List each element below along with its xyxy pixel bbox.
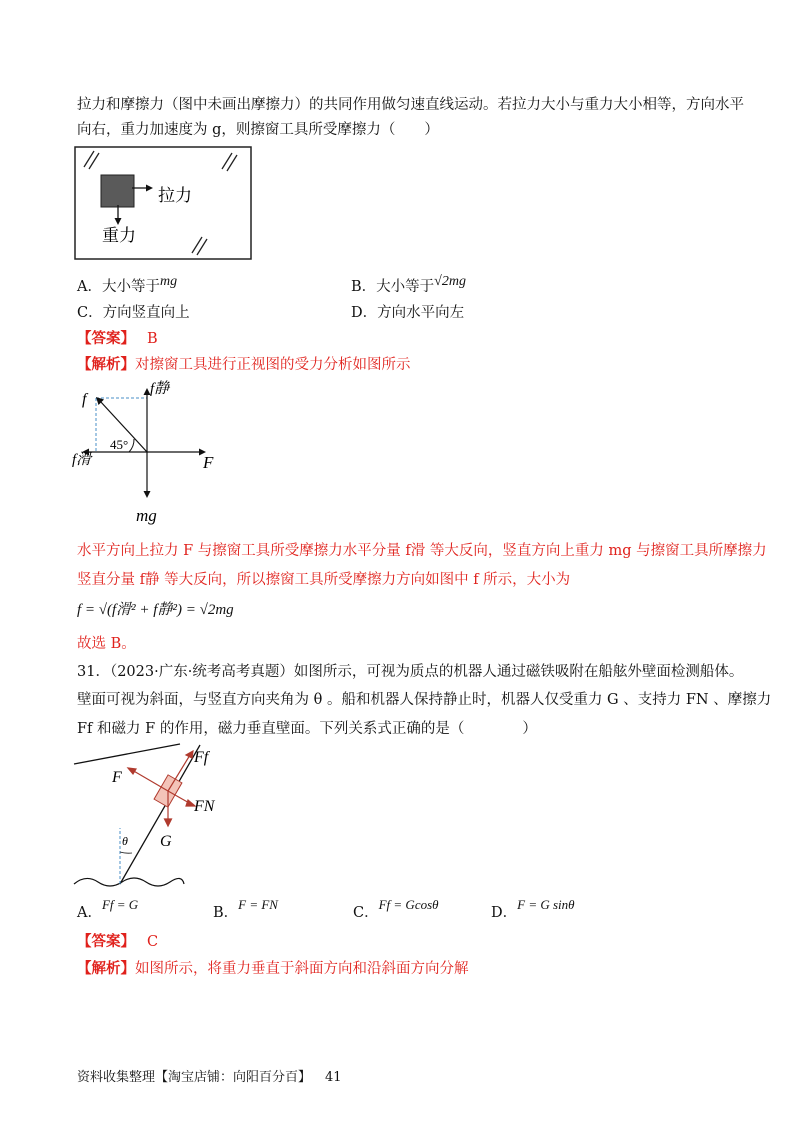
f-static-label: f静 bbox=[150, 381, 170, 397]
q31-option-c: C．Ff = Gcosθ bbox=[353, 897, 439, 921]
cleaning-tool bbox=[101, 175, 134, 207]
page-number: 41 bbox=[325, 1070, 342, 1085]
page-footer: 资料收集整理【淘宝店铺：向阳百分百】 41 bbox=[77, 1070, 342, 1085]
mg-label: mg bbox=[136, 506, 157, 525]
normal-force-label: FN bbox=[194, 798, 215, 815]
gravity-G-label: G bbox=[160, 833, 172, 850]
q31-stem-line2: 壁面可视为斜面，与竖直方向夹角为 θ 。船和机器人保持静止时，机器人仅受重力 G 、支持力 FN 、摩擦力 bbox=[77, 692, 772, 708]
q30-option-d: D．方向水平向左 bbox=[351, 305, 465, 321]
q31-stem-line1: 31．（2023·广东·统考高考真题）如图所示，可视为质点的机器人通过磁铁吸附在船舷外壁面检测船体。 bbox=[77, 664, 744, 680]
q31-option-a: A．Ff = G bbox=[77, 897, 139, 921]
q30-option-c: C．方向竖直向上 bbox=[77, 305, 190, 321]
friction-force-label: Ff bbox=[194, 749, 209, 766]
q30-conclusion: 故选 B。 bbox=[77, 636, 136, 652]
q30-stem-line2: 向右，重力加速度为 g，则擦窗工具所受摩擦力（ ） bbox=[77, 122, 439, 138]
f-label: f bbox=[82, 391, 87, 408]
force-analysis-figure bbox=[70, 376, 230, 526]
q30-formula: f = √(f滑² + f静²) = √2mg bbox=[77, 602, 234, 618]
magnetic-force-label: F bbox=[112, 769, 122, 786]
gravity-label: 重力 bbox=[102, 226, 136, 246]
F-label: F bbox=[203, 453, 214, 472]
q30-stem-line1: 拉力和摩擦力（图中未画出摩擦力）的共同作用做匀速直线运动。若拉力大小与重力大小相等，方向水平 bbox=[77, 97, 744, 113]
theta-label: θ bbox=[122, 834, 128, 848]
robot-hull-figure bbox=[72, 742, 242, 892]
q31-stem-line3: Ff 和磁力 F 的作用，磁力垂直壁面。下列关系式正确的是（ ） bbox=[77, 721, 537, 737]
pull-force-label: 拉力 bbox=[158, 186, 192, 206]
q31-analysis: 【解析】如图所示，将重力垂直于斜面方向和沿斜面方向分解 bbox=[77, 960, 469, 977]
q30-answer: 【答案】 B bbox=[77, 330, 158, 347]
q31-option-d: D．F = G sinθ bbox=[491, 897, 575, 921]
q31-answer: 【答案】 C bbox=[77, 933, 159, 950]
q30-analysis: 【解析】对擦窗工具进行正视图的受力分析如图所示 bbox=[77, 356, 411, 373]
f-sliding-label: f滑 bbox=[72, 452, 92, 468]
window-figure bbox=[74, 145, 252, 261]
q30-option-a: A．大小等于mg bbox=[77, 274, 178, 295]
q30-option-b: B．大小等于√2mg bbox=[351, 274, 466, 295]
angle-label: 45° bbox=[110, 437, 129, 452]
q30-explanation-line1: 水平方向上拉力 F 与擦窗工具所受摩擦力水平分量 f滑 等大反向，竖直方向上重力 mg 与擦窗工具所摩擦力 bbox=[77, 543, 767, 559]
q30-explanation-line2: 竖直分量 f静 等大反向，所以擦窗工具所受摩擦力方向如图中 f 所示，大小为 bbox=[77, 572, 571, 588]
q31-option-b: B．F = FN bbox=[213, 897, 278, 921]
